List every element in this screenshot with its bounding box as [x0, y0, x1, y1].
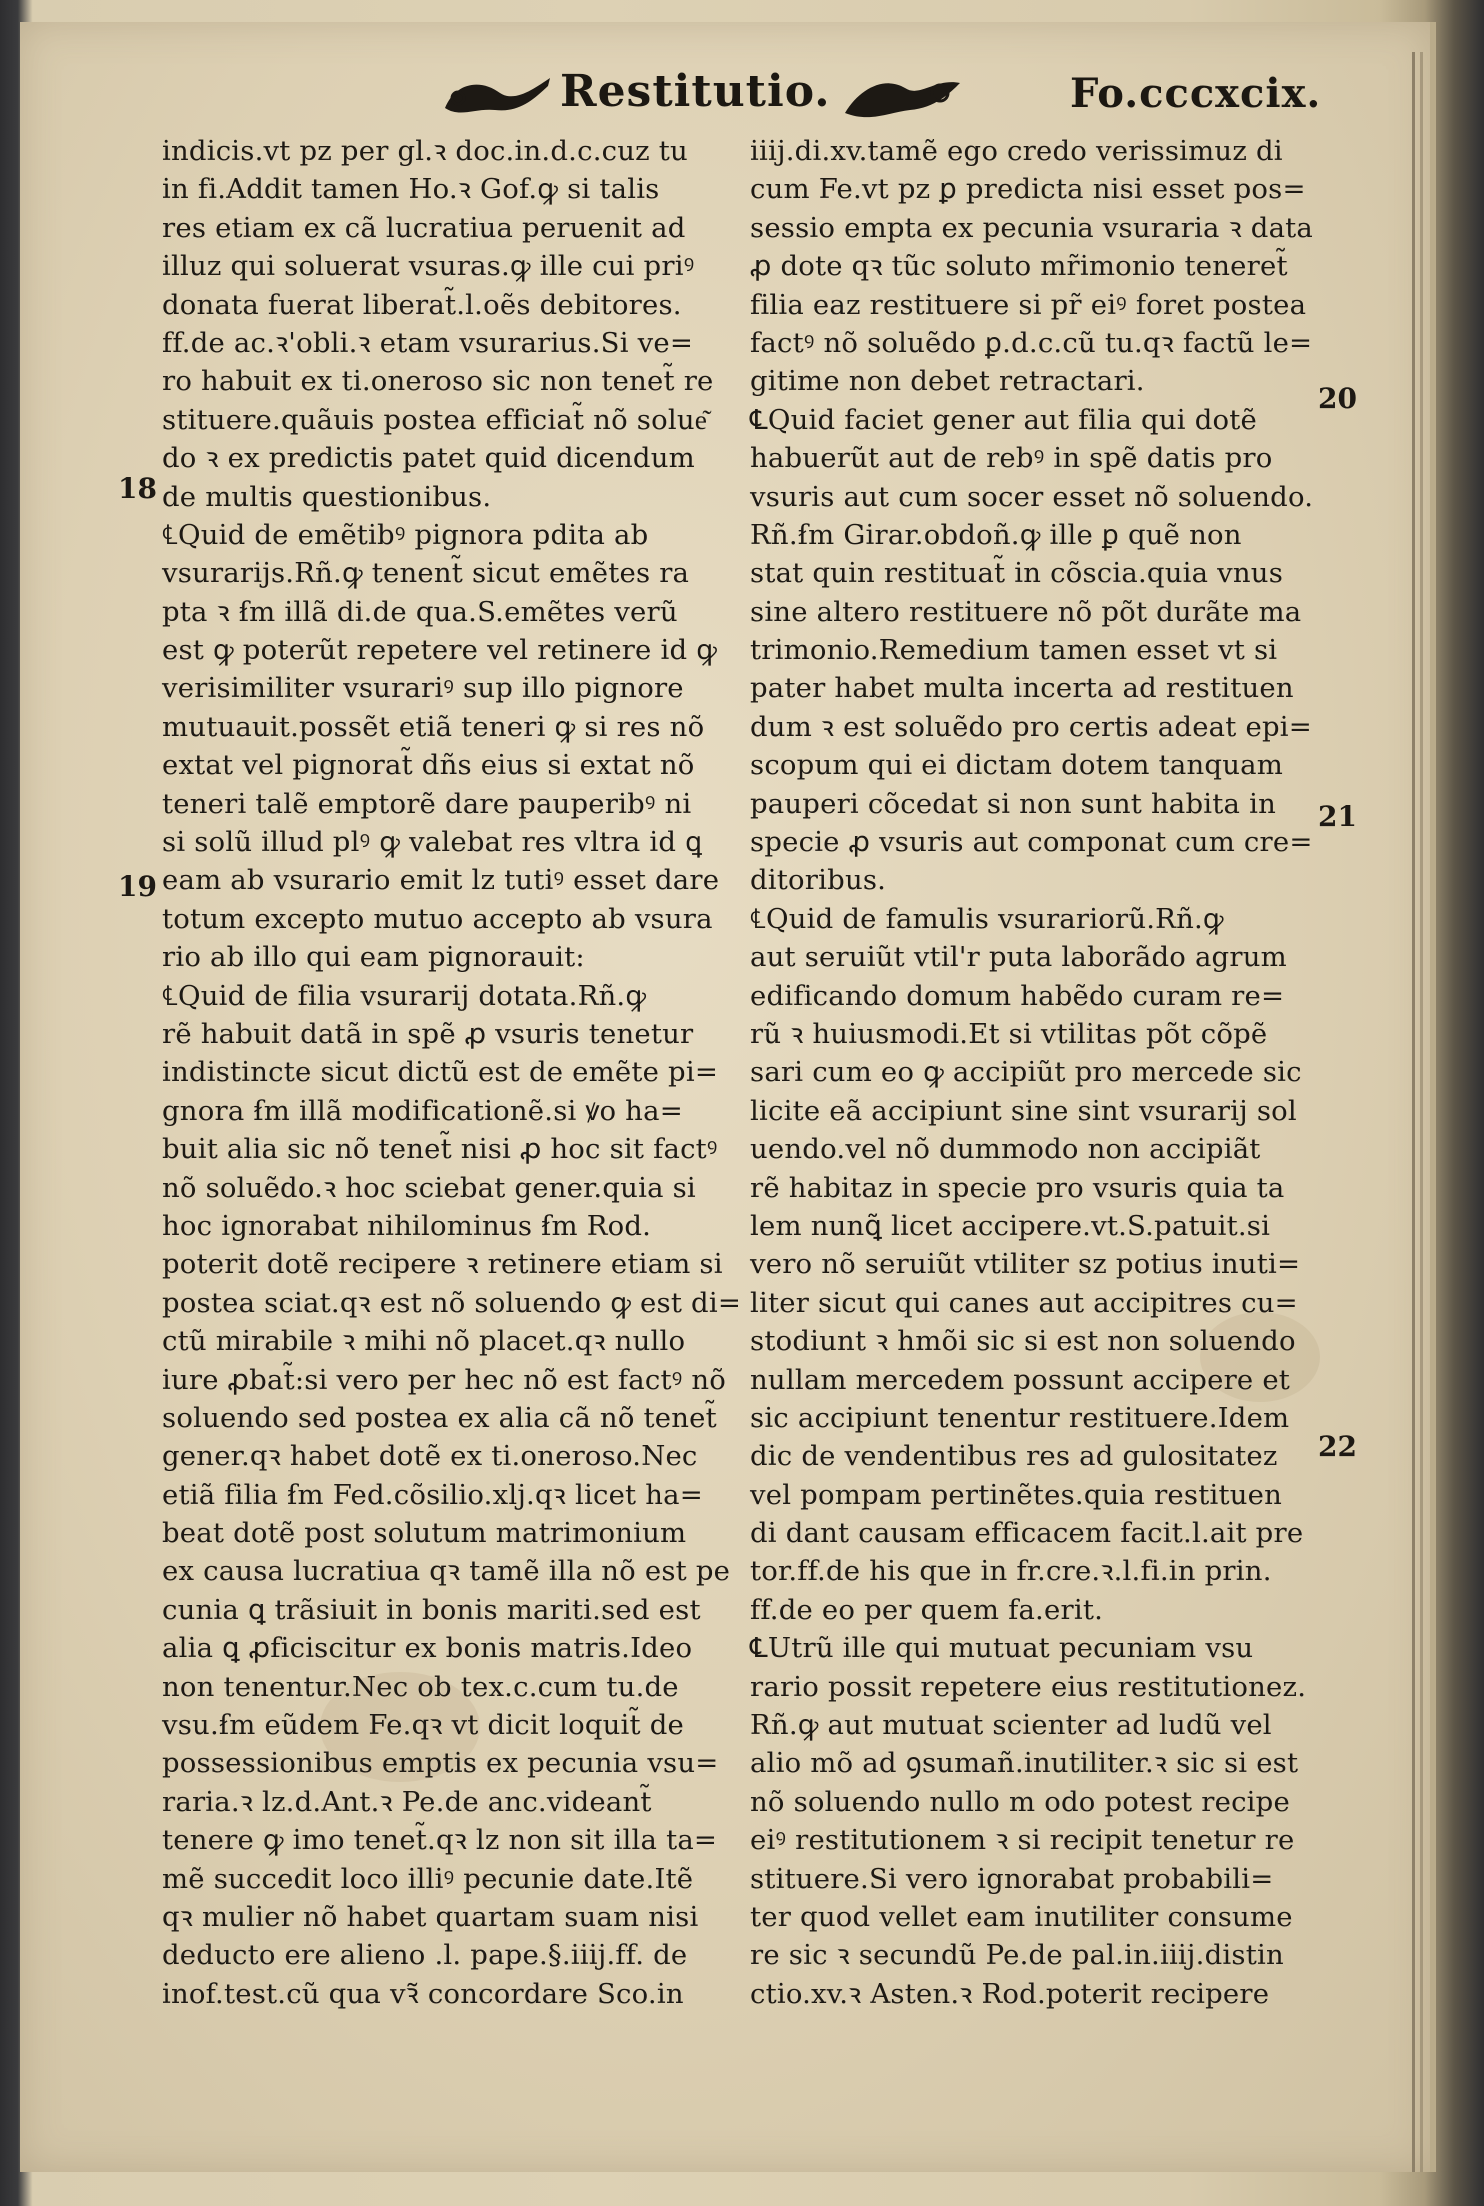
- text-line: stituere.Si vero ignorabat probabili=: [750, 1862, 1274, 1895]
- running-title: Restitutio.: [560, 66, 831, 117]
- text-line: ctio.xv.ꝛ Asten.ꝛ Rod.poterit recipere: [750, 1977, 1270, 2010]
- text-line: vero nõ seruiũt vtiliter sz potius inuti=: [750, 1248, 1301, 1281]
- folio-number: Fo.cccxcix.: [1070, 70, 1322, 117]
- text-line: stodiunt ꝛ hmõi sic si est non soluendo: [750, 1325, 1296, 1358]
- text-line: ro habuit ex ti.oneroso sic non tenet̃ re: [162, 365, 714, 398]
- text-line: nõ soluendo nullo m odo potest recipe: [750, 1785, 1290, 1818]
- text-line: trimonio.Remedium tamen esset vt si: [750, 634, 1278, 667]
- text-line: buit alia sic nõ tenet̃ nisi ꝓ hoc sit factꝰ: [162, 1133, 718, 1166]
- text-line: ff.de ac.ꝛ'obli.ꝛ etam vsurarius.Si ve=: [162, 326, 694, 359]
- text-line: extat vel pignorat̃ dñs eius si extat nõ: [162, 749, 695, 782]
- text-line: nullam mercedem possunt accipere et: [750, 1363, 1291, 1396]
- text-line: filia eaz restituere si pr̃ eiꝰ foret postea: [750, 288, 1307, 321]
- text-line: eiꝰ restitutionem ꝛ si recipit tenetur re: [750, 1824, 1295, 1857]
- margin-number-20: 20: [1318, 382, 1357, 415]
- text-line: postea sciat.qꝛ est nõ soluendo ꝙ est di=: [162, 1286, 742, 1319]
- text-line: tenere ꝙ imo tenet̃.qꝛ lz non sit illa ta=: [162, 1824, 718, 1857]
- text-line: indicis.vt pz per gl.ꝛ doc.in.d.c.cuz tu: [162, 135, 688, 167]
- text-line: Rñ.ꝙ aut mutuat scienter ad ludũ vel: [750, 1709, 1272, 1742]
- text-line: ff.de eo per quem fa.erit.: [750, 1593, 1104, 1626]
- text-line: rũ ꝛ huiusmodi.Et si vtilitas põt cõpẽ: [750, 1017, 1268, 1050]
- page-edge-line: [1412, 52, 1415, 2172]
- left-ornament-icon: [440, 68, 555, 128]
- text-line: ter quod vellet eam inutiliter consume: [750, 1900, 1293, 1933]
- text-line: de multis questionibus.: [162, 480, 492, 513]
- text-line: sic accipiunt tenentur restituere.Idem: [750, 1401, 1290, 1434]
- text-line: vsu.ẜm eũdem Fe.qꝛ vt dicit loquit̃ de: [162, 1709, 685, 1742]
- text-line: vel pompam pertinẽtes.quia restituen: [750, 1478, 1283, 1511]
- text-line: soluendo sed postea ex alia cã nõ tenet̃: [162, 1401, 717, 1434]
- text-line: alia ꝗ ꝓficiscitur ex bonis matris.Ideo: [162, 1632, 693, 1665]
- text-line: vsuris aut cum socer esset nõ soluendo.: [750, 480, 1314, 513]
- text-line: si solũ illud plꝰ ꝙ valebat res vltra id ꝗ: [162, 826, 703, 859]
- text-line: stituere.quãuis postea efficiat̃ nõ solue͂: [162, 403, 708, 436]
- text-line: raria.ꝛ lz.d.Ant.ꝛ Pe.de anc.videant̃: [162, 1785, 652, 1818]
- text-line: uendo.vel nõ dummodo non accipiãt: [750, 1133, 1261, 1166]
- text-line: nõ soluẽdo.ꝛ hoc sciebat gener.quia si: [162, 1171, 696, 1204]
- text-line: ꝓ dote qꝛ tũc soluto mr̃imonio teneret̃: [750, 250, 1288, 283]
- text-line: gitime non debet retractari.: [750, 365, 1145, 398]
- text-line: rario possit repetere eius restitutionez.: [750, 1670, 1307, 1703]
- text-line: pauperi cõcedat si non sunt habita in: [750, 787, 1276, 820]
- text-line: iure ꝓbat̃:si vero per hec nõ est factꝰ nõ: [162, 1363, 727, 1396]
- text-line: factꝰ nõ soluẽdo ꝑ.d.c.cũ tu.qꝛ factũ le=: [750, 326, 1313, 359]
- text-line: pater habet multa incerta ad restituen: [750, 672, 1294, 705]
- text-line: mẽ succedit loco illiꝰ pecunie date.Itẽ: [162, 1862, 694, 1895]
- text-line: dum ꝛ est soluẽdo pro certis adeat epi=: [750, 710, 1312, 743]
- text-line: vsurarijs.Rñ.ꝙ tenent̃ sicut emẽtes ra: [162, 557, 690, 590]
- text-line: res etiam ex cã lucratiua peruenit ad: [162, 211, 686, 244]
- text-line: sessio empta ex pecunia vsuraria ꝛ data: [750, 211, 1314, 244]
- text-line: etiã filia ẜm Fed.cõsilio.xlj.qꝛ licet ha=: [162, 1478, 703, 1511]
- text-line: ℄Quid de emẽtibꝰ pignora pdita ab: [162, 518, 649, 551]
- text-line: habuerũt aut de rebꝰ in spẽ datis pro: [750, 442, 1273, 475]
- text-line: eam ab vsurario emit lz tutiꝰ esset dare: [162, 864, 720, 897]
- text-line: sine altero restituere nõ põt durãte ma: [750, 595, 1302, 628]
- text-line: beat dotẽ post solutum matrimonium: [162, 1517, 687, 1550]
- text-line: lem nunꝗ̃ licet accipere.vt.S.patuit.si: [750, 1209, 1271, 1242]
- right-text-column: [750, 132, 1340, 2013]
- text-line: di dant causam efficacem facit.l.ait pre: [750, 1517, 1304, 1550]
- margin-number-19: 19: [118, 870, 157, 903]
- text-line: ℄Utrũ ille qui mutuat pecuniam vsu: [750, 1632, 1254, 1665]
- text-line: teneri talẽ emptorẽ dare pauperibꝰ ni: [162, 787, 692, 820]
- text-line: stat quin restituat̃ in cõscia.quia vnus: [750, 557, 1284, 590]
- text-line: mutuauit.possẽt etiã teneri ꝙ si res nõ: [162, 710, 705, 743]
- text-line: illuz qui soluerat vsuras.ꝙ ille cui priꝰ: [162, 250, 695, 283]
- text-line: ℄Quid faciet gener aut filia qui dotẽ: [750, 403, 1257, 436]
- page-edge-line: [1420, 52, 1423, 2172]
- text-line: tor.ff.de his que in fr.cre.ꝛ.l.fi.in prin.: [750, 1555, 1272, 1588]
- text-line: deducto ere alieno .l. pape.§.iiij.ff. de: [162, 1939, 688, 1972]
- text-line: specie ꝓ vsuris aut componat cum cre=: [750, 826, 1313, 859]
- text-line: ditoribus.: [750, 864, 887, 897]
- text-line: qꝛ mulier nõ habet quartam suam nisi: [162, 1900, 699, 1933]
- text-line: do ꝛ ex predictis patet quid dicendum: [162, 442, 695, 475]
- text-line: rẽ habitaz in specie pro vsuris quia ta: [750, 1171, 1285, 1204]
- text-line: Rñ.ẜm Girar.obdoñ.ꝙ ille ꝑ quẽ non: [750, 518, 1242, 551]
- text-line: inof.test.cũ qua vꝛ̃ concordare Sco.in: [162, 1977, 684, 2010]
- text-line: cunia ꝗ trãsiuit in bonis mariti.sed est: [162, 1593, 701, 1626]
- text-line: licite eã accipiunt sine sint vsurarij sol: [750, 1094, 1297, 1127]
- text-line: rio ab illo qui eam pignorauit:: [162, 941, 585, 974]
- text-line: scopum qui ei dictam dotem tanquam: [750, 749, 1283, 782]
- text-line: gnora ẜm illã modificationẽ.si ꝟo ha=: [162, 1094, 683, 1127]
- margin-number-21: 21: [1318, 800, 1357, 833]
- text-line: in fi.Addit tamen Ho.ꝛ Gof.ꝙ si talis: [162, 173, 660, 206]
- text-line: ctũ mirabile ꝛ mihi nõ placet.qꝛ nullo: [162, 1325, 686, 1358]
- text-line: indistincte sicut dictũ est de emẽte pi=: [162, 1056, 719, 1089]
- text-line: verisimiliter vsurariꝰ sup illo pignore: [162, 672, 684, 705]
- text-line: ℄Quid de famulis vsurariorũ.Rñ.ꝙ: [750, 902, 1224, 935]
- margin-number-22: 22: [1318, 1430, 1357, 1463]
- text-line: pta ꝛ ẜm illã di.de qua.S.emẽtes verũ: [162, 595, 678, 628]
- text-line: totum excepto mutuo accepto ab vsura: [162, 902, 713, 935]
- text-line: liter sicut qui canes aut accipitres cu=: [750, 1286, 1298, 1319]
- text-line: aut seruiũt vtil'r puta laborãdo agrum: [750, 941, 1287, 974]
- text-line: iiij.di.xv.tamẽ ego credo verissimuz di: [750, 135, 1283, 167]
- text-line: re sic ꝛ secundũ Pe.de pal.in.iiij.distin: [750, 1939, 1284, 1972]
- text-line: non tenentur.Nec ob tex.c.cum tu.de: [162, 1670, 679, 1703]
- text-line: hoc ignorabat nihilominus ẜm Rod.: [162, 1209, 652, 1242]
- text-line: cum Fe.vt pz ꝑ predicta nisi esset pos=: [750, 173, 1306, 206]
- text-line: gener.qꝛ habet dotẽ ex ti.oneroso.Nec: [162, 1440, 698, 1473]
- margin-number-18: 18: [118, 472, 157, 505]
- right-ornament-icon: [840, 68, 970, 128]
- text-line: poterit dotẽ recipere ꝛ retinere etiam si: [162, 1248, 723, 1281]
- text-line: possessionibus emptis ex pecunia vsu=: [162, 1747, 719, 1780]
- text-line: ℄Quid de filia vsurarij dotata.Rñ.ꝙ: [162, 979, 647, 1012]
- text-line: est ꝙ poterũt repetere vel retinere id ꝙ: [162, 634, 718, 667]
- text-line: edificando domum habẽdo curam re=: [750, 979, 1285, 1012]
- text-line: sari cum eo ꝙ accipiũt pro mercede sic: [750, 1056, 1302, 1089]
- left-text-column: [162, 132, 752, 2013]
- text-line: ex causa lucratiua qꝛ tamẽ illa nõ est pe: [162, 1555, 731, 1588]
- text-line: dic de vendentibus res ad gulositatez: [750, 1440, 1278, 1473]
- text-line: rẽ habuit datã in spẽ ꝓ vsuris tenetur: [162, 1017, 694, 1050]
- text-line: donata fuerat liberat̃.l.oẽs debitores.: [162, 288, 682, 321]
- text-line: alio mõ ad ꝯsumañ.inutiliter.ꝛ sic si est: [750, 1747, 1299, 1780]
